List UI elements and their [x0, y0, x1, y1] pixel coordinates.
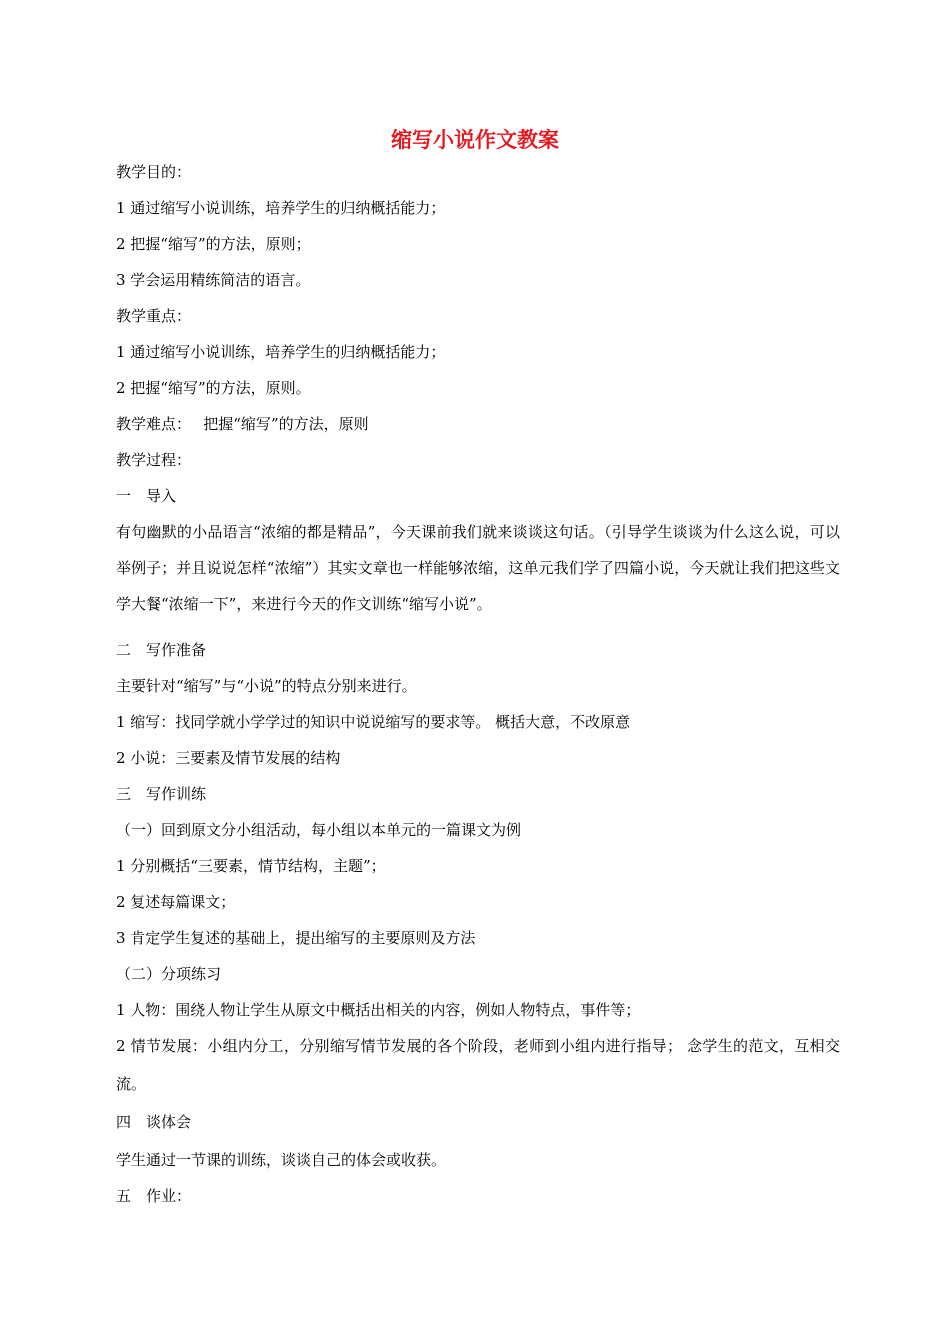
- key-point-item: 2 把握“缩写”的方法，原则。: [116, 379, 311, 397]
- step-heading-intro: 一 导入: [116, 487, 177, 505]
- section-heading-key-points: 教学重点：: [116, 307, 192, 325]
- text-line: 主要针对“缩写”与“小说”的特点分别来进行。: [116, 677, 417, 695]
- difficulty-line: 教学难点： 把握“缩写”的方法，原则: [116, 415, 369, 433]
- text-line: 1 人物：围绕人物让学生从原文中概括出相关的内容，例如人物特点，事件等；: [116, 1001, 641, 1019]
- step-heading-preparation: 二 写作准备: [116, 641, 207, 659]
- plot-paragraph: 2 情节发展：小组内分工，分别缩写情节发展的各个阶段，老师到小组内进行指导； 念学生的范文，互相交流。: [116, 1037, 840, 1093]
- objective-item: 2 把握“缩写”的方法，原则；: [116, 235, 311, 253]
- text-line: （一）回到原文分小组活动，每小组以本单元的一篇课文为例: [116, 821, 522, 839]
- text-line: （二）分项练习: [116, 965, 222, 983]
- section-heading-objectives: 教学目的：: [116, 163, 192, 181]
- text-line: 1 缩写：找同学就小学学过的知识中说说缩写的要求等。 概括大意，不改原意: [116, 713, 631, 731]
- section-heading-process: 教学过程：: [116, 451, 192, 469]
- key-point-item: 1 通过缩写小说训练，培养学生的归纳概括能力；: [116, 343, 446, 361]
- step-heading-reflection: 四 谈体会: [116, 1113, 192, 1131]
- text-line: 2 小说：三要素及情节发展的结构: [116, 749, 341, 767]
- objective-item: 3 学会运用精练简洁的语言。: [116, 271, 311, 289]
- intro-paragraph: 有句幽默的小品语言“浓缩的都是精品”，今天课前我们就来谈谈这句话。（引导学生谈谈为什么这么说，可以举例子；并且说说怎样“浓缩”）其实文章也一样能够浓缩，这单元我们学了四篇小说，今天就让我们把这些文学大餐“浓缩一下”，来进行今天的作文训练“缩写小说”。: [116, 523, 840, 613]
- objective-item: 1 通过缩写小说训练，培养学生的归纳概括能力；: [116, 199, 446, 217]
- document-title: 缩写小说作文教案: [391, 128, 559, 152]
- text-line: 2 复述每篇课文；: [116, 893, 236, 911]
- text-line: 3 肯定学生复述的基础上，提出缩写的主要原则及方法: [116, 929, 476, 947]
- text-line: 1 分别概括“三要素，情节结构，主题”；: [116, 857, 386, 875]
- step-heading-homework: 五 作业：: [116, 1187, 192, 1205]
- step-heading-training: 三 写作训练: [116, 785, 207, 803]
- text-line: 学生通过一节课的训练，谈谈自己的体会或收获。: [116, 1151, 447, 1169]
